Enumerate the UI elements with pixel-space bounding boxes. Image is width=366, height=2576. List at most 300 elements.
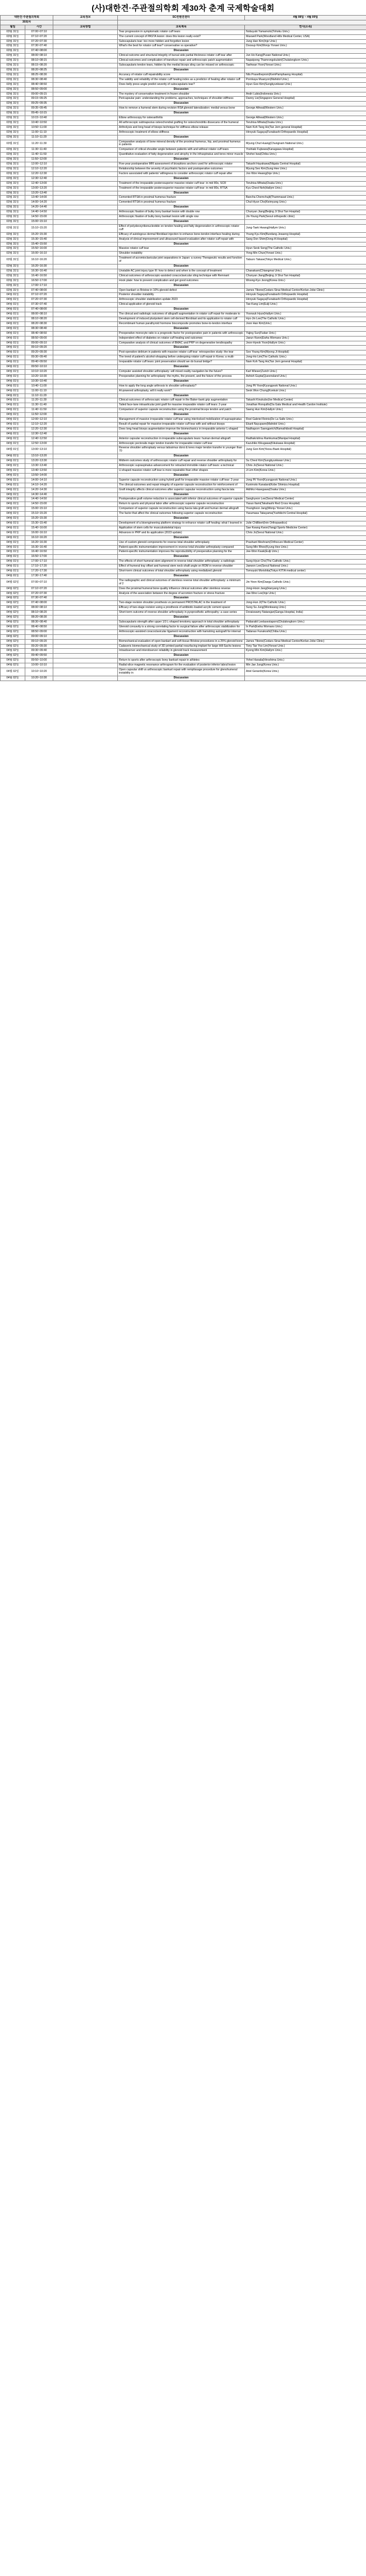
date-cell: 04월 01일 [1, 550, 25, 555]
title-cell: Short-term outcome of reverse shoulder arthroplasty in pyoprosthetic arthropathy: a case series [118, 611, 245, 616]
speaker-cell [245, 676, 366, 681]
title-cell: Comparison of critical shoulder angle between patients with and without rotator cuff tears [118, 148, 245, 153]
time-cell: 08:20~08:30 [25, 616, 53, 620]
discussion-row [1, 158, 366, 162]
date-cell: 04월 01일 [1, 540, 25, 545]
speaker-cell: Chul-Hyun Cho(Keimyung Univ.) [245, 201, 366, 205]
time-cell: 11:30~11:40 [25, 148, 53, 153]
time-cell: 10:00~10:10 [25, 663, 53, 668]
time-cell: 16:40~16:50 [25, 274, 53, 278]
session-cell [53, 30, 118, 34]
session-cell [53, 283, 118, 288]
title-cell: Development of a bioengineering platform strategy to enhance rotator cuff healing: what I learned in [118, 521, 245, 526]
discussion-row [1, 135, 366, 140]
speaker-cell: Radhakrishna Ramkumar(Manipal Hospital) [245, 437, 366, 441]
col-time-header: 시간 [25, 25, 53, 30]
speaker-cell: Doraiswamy Natarajan(Ganga Hospital, India) [245, 611, 366, 616]
title-cell: Discussion [118, 492, 245, 497]
time-cell: 15:00~15:10 [25, 507, 53, 512]
title-cell: Discussion [118, 517, 245, 521]
date-cell: 04월 01일 [1, 569, 25, 574]
session-cell [53, 252, 118, 256]
title-cell: Discussion [118, 283, 245, 288]
title-cell: Management of massive irreparable rotator cuff tear using interlocked mobilization of supraspinatus [118, 418, 245, 423]
table-row [1, 521, 366, 526]
title-cell: Clinical application of glenoid track [118, 303, 245, 307]
speaker-cell: Saeng Hun Kim(Hallym Univ.) [245, 408, 366, 413]
time-cell: 09:10~09:20 [25, 346, 53, 350]
date-cell: 04월 01일 [1, 521, 25, 526]
speaker-cell: Hiroyuki Sugaya(Funabashi Orthopaedic Hospital) [245, 130, 366, 135]
session-cell [53, 210, 118, 215]
table-row [1, 531, 366, 535]
session-cell [53, 437, 118, 441]
title-cell: Discussion [118, 219, 245, 224]
date-cell: 04월 02일 [1, 616, 25, 620]
date-cell: 04월 01일 [1, 469, 25, 474]
speaker-cell: Tony Tae Yoo Lim(Yonsei Univ.) [245, 644, 366, 649]
date-cell: 04월 01일 [1, 441, 25, 446]
speaker-cell [245, 596, 366, 601]
date-cell: 04월 01일 [1, 422, 25, 427]
speaker-cell: Nadhaporn Saengpetch(Ramathibodi Hospital) [245, 427, 366, 432]
time-cell: 07:20~07:30 [25, 298, 53, 303]
speaker-cell: Jung-Taek Hwang(Hallym Univ.) [245, 224, 366, 232]
speaker-cell [245, 68, 366, 73]
table-row [1, 148, 366, 153]
table-row [1, 92, 366, 97]
date-cell: 03월 31일 [1, 73, 25, 77]
time-cell: 12:10~12:20 [25, 167, 53, 172]
title-cell: Comparative analysis of clinical outcomes of BMAC and PRP on degenerative tendinopathy [118, 341, 245, 346]
speaker-cell: Yoshiaki Fujiwara(Kanagawa Hospital) [245, 148, 366, 153]
title-cell: Discussion [118, 307, 245, 312]
title-cell: Discussion [118, 616, 245, 620]
date-cell: 04월 01일 [1, 483, 25, 488]
session-cell [53, 307, 118, 312]
date-cell: 04월 01일 [1, 413, 25, 418]
session-cell [53, 73, 118, 77]
time-cell: 09:10~09:20 [25, 639, 53, 644]
title-cell: Intraobserver and interobserver reliability in glenoid track measurement [118, 649, 245, 654]
speaker-cell: Tadanao Funakoshi(Chiba Univ.) [245, 629, 366, 634]
date-cell: 04월 01일 [1, 437, 25, 441]
speaker-cell: Chris Jo(Seoul National Univ.) [245, 531, 366, 535]
time-cell: 12:50~13:00 [25, 441, 53, 446]
title-cell: The effects of short humeral stem alignment in reverse total shoulder arthroplasty: a radiologic [118, 560, 245, 564]
time-cell: 09:25~09:35 [25, 102, 53, 106]
session-cell [53, 269, 118, 274]
table-row [1, 526, 366, 531]
table-row [1, 331, 366, 336]
session-cell [53, 54, 118, 59]
table-row [1, 77, 366, 82]
time-cell: 11:00~11:10 [25, 130, 53, 135]
date-cell: 03월 31일 [1, 87, 25, 92]
date-cell: 03월 31일 [1, 102, 25, 106]
speaker-cell: Hyo-Jin Lee(The Catholic Univ.) [245, 317, 366, 322]
title-cell: Development of induced pluripotent stem cell-derived fibroblast and its application to rotator cuff [118, 317, 245, 322]
date-cell: 04월 01일 [1, 393, 25, 398]
time-cell: 07:40~08:00 [25, 307, 53, 312]
speaker-cell: Seok Won Chung(Konkuk Univ.) [245, 389, 366, 393]
time-cell: 13:00~13:20 [25, 186, 53, 191]
time-cell: 08:20~08:30 [25, 321, 53, 326]
session-cell [53, 369, 118, 374]
table-row [1, 274, 366, 278]
date-cell: 03월 31일 [1, 283, 25, 288]
session-cell [53, 196, 118, 201]
session-cell [53, 512, 118, 517]
time-cell: 07:40~08:00 [25, 288, 53, 293]
session-cell [53, 625, 118, 629]
discussion-row [1, 379, 366, 384]
speaker-cell [245, 158, 366, 162]
table-row [1, 162, 366, 167]
table-row [1, 578, 366, 586]
title-cell: Biomechanical evaluation of open bankart and soft tissue Bristow procedures in a 25% glenoid bone [118, 639, 245, 644]
discussion-row [1, 283, 366, 288]
date-cell: 03월 31일 [1, 205, 25, 210]
title-cell: Relationship between the severity of psychiatric factors and postoperative outcomes [118, 167, 245, 172]
time-cell: 17:20~17:30 [25, 569, 53, 574]
table-row [1, 44, 366, 49]
time-cell: 08:15~08:20 [25, 63, 53, 68]
time-cell: 08:00~08:10 [25, 606, 53, 611]
table-row [1, 398, 366, 403]
time-cell: 16:10~16:20 [25, 256, 53, 264]
time-cell: 14:50~15:00 [25, 215, 53, 220]
time-cell: 09:50~10:00 [25, 659, 53, 663]
discussion-row [1, 219, 366, 224]
table-row [1, 591, 366, 596]
title-cell: Arthroscopic treatment of elbow stiffness [118, 130, 245, 135]
session-cell [53, 247, 118, 252]
table-row [1, 312, 366, 317]
discussion-row [1, 574, 366, 578]
speaker-cell [245, 135, 366, 140]
speaker-cell: Jun Ho Kang(Pusan National Univ.) [245, 54, 366, 59]
speaker-cell [245, 535, 366, 540]
time-cell: 11:30~11:40 [25, 403, 53, 408]
speaker-cell [245, 346, 366, 350]
speaker-cell [245, 87, 366, 92]
time-cell: 10:20~10:30 [25, 676, 53, 681]
session-cell [53, 293, 118, 298]
session-cell [53, 668, 118, 676]
date-cell: 03월 31일 [1, 191, 25, 196]
table-row [1, 106, 366, 111]
title-cell: Tear progression in symptomatic rotator cuff tears [118, 30, 245, 34]
discussion-row [1, 205, 366, 210]
date-cell: 04월 02일 [1, 601, 25, 606]
date-cell: 03월 31일 [1, 215, 25, 220]
time-cell: 12:30~12:40 [25, 176, 53, 181]
table-row [1, 488, 366, 492]
date-cell: 04월 02일 [1, 644, 25, 649]
session-cell [53, 574, 118, 578]
discussion-row [1, 492, 366, 497]
time-cell: 08:50~09:00 [25, 87, 53, 92]
table-row [1, 369, 366, 374]
time-cell: 15:00~15:10 [25, 219, 53, 224]
table-row [1, 54, 366, 59]
date-cell: 04월 01일 [1, 384, 25, 389]
time-cell: 10:10~10:20 [25, 369, 53, 374]
session-cell [53, 517, 118, 521]
speaker-cell: Kyong Min Kim(Hallym Univ.) [245, 649, 366, 654]
title-cell: Factors associated with patients' willingness to consider arthroscopic rotator cuff repair after [118, 171, 245, 176]
title-cell: Discussion [118, 379, 245, 384]
session-cell [53, 341, 118, 346]
session-cell [53, 379, 118, 384]
session-cell [53, 111, 118, 116]
time-cell: 14:10~14:20 [25, 483, 53, 488]
table-row [1, 384, 366, 389]
date-cell: 03월 31일 [1, 49, 25, 54]
title-cell: Discussion [118, 365, 245, 370]
time-cell: 07:00~07:10 [25, 578, 53, 586]
speaker-cell: Jong-Hoon Jang(Hanyang Univ.) [245, 586, 366, 591]
time-cell: 07:40~08:00 [25, 49, 53, 54]
title-cell: Patient-specific instrumentation improves the reproducibility of preoperative planning for the [118, 550, 245, 555]
session-cell [53, 176, 118, 181]
table-row [1, 668, 366, 676]
time-cell: 14:00~14:20 [25, 201, 53, 205]
time-cell: 11:10~11:20 [25, 393, 53, 398]
time-cell: 09:20~09:30 [25, 350, 53, 355]
time-cell: 13:30~13:40 [25, 464, 53, 469]
speaker-cell [245, 219, 366, 224]
time-cell: 15:10~15:20 [25, 224, 53, 232]
discussion-row [1, 676, 366, 681]
date-cell: 04월 01일 [1, 502, 25, 507]
speaker-cell: Myung Chul Huang(Chungnam National Univ.) [245, 140, 366, 148]
header-row-2 [1, 20, 366, 25]
session-cell [53, 521, 118, 526]
session-cell [53, 44, 118, 49]
session-cell [53, 545, 118, 550]
title-cell: Midterm outcomes study of arthroscopic rotator cuff repair and reverse shoulder arthroplasty for [118, 459, 245, 464]
date-cell: 04월 02일 [1, 578, 25, 586]
session-cell [53, 148, 118, 153]
date-cell: 03월 31일 [1, 54, 25, 59]
session-cell [53, 526, 118, 531]
speaker-cell: Karl Wieser(Zurich Univ.) [245, 369, 366, 374]
title-cell: Anterior capsular reconstruction in irreparable subscapularis tears: human dermal allograft [118, 437, 245, 441]
date-cell: 04월 01일 [1, 507, 25, 512]
discussion-row [1, 111, 366, 116]
time-cell: 08:20~08:25 [25, 68, 53, 73]
session-cell [53, 560, 118, 564]
speaker-cell: In Park(Ewha Womans Univ.) [245, 625, 366, 629]
date-cell: 04월 02일 [1, 659, 25, 663]
session-cell: 교육정보 [53, 16, 118, 20]
title-cell: The current concept of PASTA lesion: does this lesion really exist? [118, 34, 245, 39]
date-cell: 03월 31일 [1, 106, 25, 111]
date-cell: 04월 01일 [1, 555, 25, 560]
date-cell: 04월 02일 [1, 620, 25, 625]
time-cell: 08:40~08:50 [25, 625, 53, 629]
session-cell [53, 454, 118, 459]
time-cell: 16:00~16:10 [25, 252, 53, 256]
table-row [1, 201, 366, 205]
speaker-cell [245, 379, 366, 384]
speaker-cell: Jin-Yeon Kim(Daegu Catholic Univ.) [245, 578, 366, 586]
session-cell [53, 535, 118, 540]
speaker-cell [245, 307, 366, 312]
time-cell: 15:30~15:40 [25, 237, 53, 242]
session-cell [53, 418, 118, 423]
session-cell [53, 611, 118, 616]
time-cell: 12:30~12:40 [25, 432, 53, 437]
speaker-cell: Shohei Iwai(Chiba Univ.) [245, 153, 366, 158]
table-row [1, 389, 366, 393]
time-cell: 14:00~14:10 [25, 478, 53, 483]
speaker-cell [245, 49, 366, 54]
title-cell: How to apply the long angle arthrosis to shoulder arthroplasty? [118, 384, 245, 389]
speaker-cell: Danny Lie(Singapore General Hospital) [245, 97, 366, 102]
table-row [1, 620, 366, 625]
speaker-cell: Jeon-Hyeok Yoon(Hallym Univ.) [245, 341, 366, 346]
discussion-row [1, 535, 366, 540]
time-cell: 11:10~11:20 [25, 135, 53, 140]
time-cell: 08:10~08:15 [25, 59, 53, 63]
table-row [1, 232, 366, 237]
date-cell: 04월 01일 [1, 464, 25, 469]
table-row [1, 659, 366, 663]
table-row [1, 464, 366, 469]
session-cell [53, 130, 118, 135]
speaker-cell: Jonathan Ronquillo(Da Gala Medical and Health Cardon Institute) [245, 403, 366, 408]
date-cell: 04월 01일 [1, 512, 25, 517]
title-cell: The mystery of conservative treatment in frozen shoulder [118, 92, 245, 97]
date-cell: 04월 01일 [1, 408, 25, 413]
title-cell: Arthroscopic shoulder stabilization update 2023 [118, 298, 245, 303]
time-cell: 13:50~14:00 [25, 473, 53, 478]
title-cell: Independent effect of diabetes on rotator cuff healing and outcomes [118, 336, 245, 341]
date-cell: 04월 02일 [1, 591, 25, 596]
table-row [1, 550, 366, 555]
session-cell [53, 540, 118, 545]
session-cell [53, 408, 118, 413]
time-cell: 08:00~08:10 [25, 54, 53, 59]
speaker-cell: Nam Koh Tang Ho(Tan Jem general Hospital) [245, 125, 366, 130]
table-row [1, 303, 366, 307]
date-cell: 03월 31일 [1, 181, 25, 186]
title-cell: Five-year postoperative MRI assessment of biceptions anchors used for arthroscopic rotator [118, 162, 245, 167]
session-cell [53, 464, 118, 469]
session-cell [53, 432, 118, 437]
date-cell: 04월 01일 [1, 535, 25, 540]
session-cell [53, 224, 118, 232]
date-cell: 03월 31일 [1, 237, 25, 242]
date-cell: 04월 02일 [1, 596, 25, 601]
table-row [1, 181, 366, 186]
table-row [1, 560, 366, 564]
time-cell: 14:20~14:40 [25, 205, 53, 210]
date-cell: 03월 31일 [1, 269, 25, 274]
session-cell [53, 92, 118, 97]
session-cell [53, 507, 118, 512]
session-cell [53, 140, 118, 148]
date-cell: 04월 02일 [1, 634, 25, 639]
speaker-cell: Jong-Hun Ji(The Catholic Univ.) [245, 601, 366, 606]
session-cell [53, 232, 118, 237]
time-cell: 08:30~08:40 [25, 326, 53, 331]
title-cell: Does belly press angle predict severity of subscapularis tear? [118, 82, 245, 87]
table-row [1, 441, 366, 446]
title-cell: Quantitative evaluation of fatty degeneration and atrophy in the infraspinatus and teres minor muscle [118, 153, 245, 158]
title-cell: Clinical outcome and structural integrity of bursal side partial thickness rotator cuff tear after [118, 54, 245, 59]
title-cell: What's the best for rotator cuff tear? conservative vs operative? [118, 44, 245, 49]
time-cell: 08:40~08:50 [25, 82, 53, 87]
speaker-cell: Yasuo Itami(Takahashi Red Cross Hospital) [245, 502, 366, 507]
session-cell [53, 350, 118, 355]
title-cell: Computer assisted shoulder arthroplasty: will mixed reality navigation be the future? [118, 369, 245, 374]
speaker-cell: Jaeun Kwon(Ewha Womans Univ.) [245, 336, 366, 341]
date-cell: 04월 01일 [1, 418, 25, 423]
date-cell: 04월 01일 [1, 374, 25, 379]
date-cell: 04월 01일 [1, 497, 25, 502]
date-cell: 04월 01일 [1, 454, 25, 459]
speaker-cell [245, 555, 366, 560]
time-cell: 08:50~09:00 [25, 629, 53, 634]
date-cell: 03월 31일 [1, 201, 25, 205]
session-cell [53, 120, 118, 125]
session-cell [53, 488, 118, 492]
session-cell [53, 634, 118, 639]
table-row [1, 437, 366, 441]
title-cell: Discussion [118, 535, 245, 540]
date-cell: 04월 01일 [1, 321, 25, 326]
title-cell: Comparative analysis of bone mineral density of the proximal humerus, hip, and proximal humerus in patients [118, 140, 245, 148]
date-cell: 04월 02일 [1, 654, 25, 659]
discussion-row [1, 393, 366, 398]
time-cell: 09:40~09:50 [25, 654, 53, 659]
table-row [1, 507, 366, 512]
speaker-cell: Yoonsuk Hyun(Hallym Univ.) [245, 312, 366, 317]
speaker-cell: Pornkaya Muanyon(Mahidol Univ.) [245, 77, 366, 82]
title-cell: Subscapularis tear: too more hidden and forgotten lesion [118, 39, 245, 44]
session-cell [53, 303, 118, 307]
org-cell: 대한견·주관절의학회 [1, 16, 53, 20]
speaker-cell: Maxwell Park(Woodland Hills Medical Center, USA) [245, 34, 366, 39]
date-cell: 03월 31일 [1, 34, 25, 39]
time-cell: 16:20~16:30 [25, 264, 53, 269]
date-cell: 04월 02일 [1, 606, 25, 611]
session-cell [53, 473, 118, 478]
table-row [1, 278, 366, 283]
table-row [1, 569, 366, 574]
speaker-cell: Jong Pil Yoon(Kyungpook National Univ.) [245, 384, 366, 389]
speaker-cell: Tae-Kang Lim(Eulji Univ.) [245, 303, 366, 307]
speaker-cell [245, 517, 366, 521]
speaker-cell: Ekarit Nayupann(Mahidol Univ.) [245, 422, 366, 427]
time-cell: 11:50~12:00 [25, 413, 53, 418]
date-cell: 04월 01일 [1, 432, 25, 437]
session-cell [53, 317, 118, 322]
speaker-cell: Tomoyuki Morishita(Tokyo KITIA medical center) [245, 569, 366, 574]
session-cell [53, 346, 118, 350]
date-cell: 03월 31일 [1, 148, 25, 153]
date-cell: 03월 31일 [1, 30, 25, 34]
session-cell [53, 116, 118, 121]
date-cell: 03월 31일 [1, 219, 25, 224]
title-cell: AI-powered arthroplasty, will it really work? [118, 389, 245, 393]
title-cell: Discussion [118, 264, 245, 269]
session-cell [53, 68, 118, 73]
